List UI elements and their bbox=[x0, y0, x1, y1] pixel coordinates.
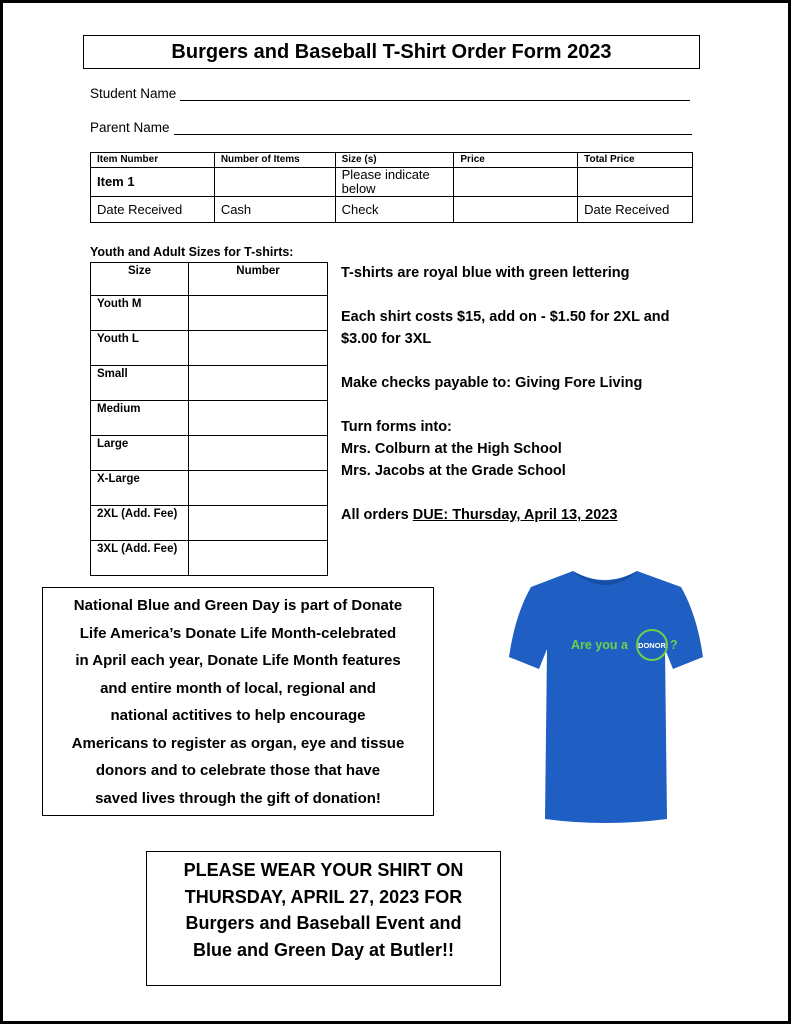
wear-shirt-box bbox=[146, 851, 501, 986]
student-name-field[interactable] bbox=[90, 86, 690, 101]
page-title: Burgers and Baseball T-Shirt Order Form 2023 bbox=[83, 35, 700, 69]
wear-text-line: Blue and Green Day at Butler!! bbox=[192, 939, 455, 960]
size-note: Please indicate below bbox=[335, 168, 454, 197]
number-header: Number bbox=[189, 263, 328, 296]
donate-text-line: national actitives to help encourage bbox=[110, 707, 366, 724]
donate-text-line: saved lives through the gift of donation! bbox=[95, 789, 381, 807]
cash-cell: Cash bbox=[214, 197, 335, 223]
size-row bbox=[91, 436, 328, 471]
total-price-cell[interactable] bbox=[578, 168, 693, 197]
checks-payable-info: Make checks payable to: Giving Fore Living bbox=[341, 375, 643, 391]
size-header: Size bbox=[91, 263, 189, 296]
student-name-label: Student Name bbox=[90, 86, 177, 101]
size-table-header bbox=[91, 263, 328, 296]
date-received-cell: Date Received bbox=[91, 197, 215, 223]
col-item-number: Item Number bbox=[91, 153, 215, 168]
order-info bbox=[341, 262, 721, 526]
size-label: Small bbox=[91, 366, 189, 401]
size-label: Youth M bbox=[91, 296, 189, 331]
price-cell[interactable] bbox=[454, 168, 578, 197]
due-date: DUE: Thursday, April 13, 2023 bbox=[412, 507, 618, 523]
col-number-of-items: Number of Items bbox=[214, 153, 335, 168]
size-label: 3XL (Add. Fee) bbox=[91, 541, 189, 576]
order-row-item bbox=[91, 168, 693, 197]
date-received-cell-2: Date Received bbox=[578, 197, 693, 223]
size-row bbox=[91, 471, 328, 506]
size-label: X-Large bbox=[91, 471, 189, 506]
size-label: Large bbox=[91, 436, 189, 471]
tshirt-image bbox=[505, 565, 705, 835]
order-table bbox=[90, 152, 693, 223]
item-1-label: Item 1 bbox=[91, 168, 215, 197]
cost-info-line-2: $3.00 for 3XL bbox=[341, 331, 432, 347]
shirt-slogan-suffix: ? bbox=[670, 638, 678, 652]
size-label: Medium bbox=[91, 401, 189, 436]
shirt-slogan-prefix: Are you a bbox=[571, 638, 628, 652]
size-row bbox=[91, 331, 328, 366]
wear-text-line: THURSDAY, APRIL 27, 2023 FOR bbox=[184, 886, 463, 907]
due-date-line bbox=[341, 504, 721, 526]
size-number-cell[interactable] bbox=[189, 506, 328, 541]
turn-in-grade-school: Mrs. Jacobs at the Grade School bbox=[341, 463, 566, 479]
donate-text-line: donors and to celebrate those that have bbox=[95, 762, 381, 779]
blank-cell bbox=[454, 197, 578, 223]
parent-name-line[interactable] bbox=[174, 122, 692, 135]
donate-text-line: Americans to register as organ, eye and tissue bbox=[71, 734, 405, 752]
donate-text-line: National Blue and Green Day is part of Donate bbox=[73, 597, 403, 614]
wear-text-line: PLEASE WEAR YOUR SHIRT ON bbox=[183, 860, 464, 880]
turn-in-high-school: Mrs. Colburn at the High School bbox=[341, 441, 562, 457]
col-size: Size (s) bbox=[335, 153, 454, 168]
parent-name-field[interactable] bbox=[90, 120, 692, 135]
cost-info-line-1: Each shirt costs $15, add on - $1.50 for 2XL and bbox=[341, 309, 670, 325]
size-number-cell[interactable] bbox=[189, 541, 328, 576]
size-number-cell[interactable] bbox=[189, 331, 328, 366]
donate-life-box bbox=[42, 587, 434, 816]
size-label: 2XL (Add. Fee) bbox=[91, 506, 189, 541]
donate-text-line: in April each year, Donate Life Month features bbox=[75, 652, 401, 669]
size-number-cell[interactable] bbox=[189, 436, 328, 471]
size-table bbox=[90, 262, 328, 576]
col-price: Price bbox=[454, 153, 578, 168]
size-number-cell[interactable] bbox=[189, 366, 328, 401]
size-row bbox=[91, 541, 328, 576]
order-row-office bbox=[91, 197, 693, 223]
check-cell: Check bbox=[335, 197, 454, 223]
order-table-header bbox=[91, 153, 693, 168]
size-row bbox=[91, 506, 328, 541]
sizes-caption: Youth and Adult Sizes for T-shirts: bbox=[90, 245, 294, 259]
turn-in-heading: Turn forms into: bbox=[341, 419, 452, 435]
number-of-items-cell[interactable] bbox=[214, 168, 335, 197]
wear-text-line: Burgers and Baseball Event and bbox=[185, 913, 462, 933]
shirt-ball-text: DONOR bbox=[638, 641, 666, 650]
due-prefix: All orders bbox=[341, 507, 413, 523]
size-row bbox=[91, 401, 328, 436]
size-number-cell[interactable] bbox=[189, 401, 328, 436]
donate-text-line: Life America’s Donate Life Month-celebrated bbox=[79, 624, 397, 642]
shirt-color-info: T-shirts are royal blue with green lettering bbox=[341, 265, 630, 281]
donate-text-line: and entire month of local, regional and bbox=[100, 679, 376, 697]
student-name-line[interactable] bbox=[180, 88, 690, 101]
size-row bbox=[91, 366, 328, 401]
col-total-price: Total Price bbox=[578, 153, 693, 168]
parent-name-label: Parent Name bbox=[90, 120, 170, 135]
size-row bbox=[91, 296, 328, 331]
size-number-cell[interactable] bbox=[189, 471, 328, 506]
tshirt-body bbox=[509, 571, 703, 823]
size-number-cell[interactable] bbox=[189, 296, 328, 331]
size-label: Youth L bbox=[91, 331, 189, 366]
